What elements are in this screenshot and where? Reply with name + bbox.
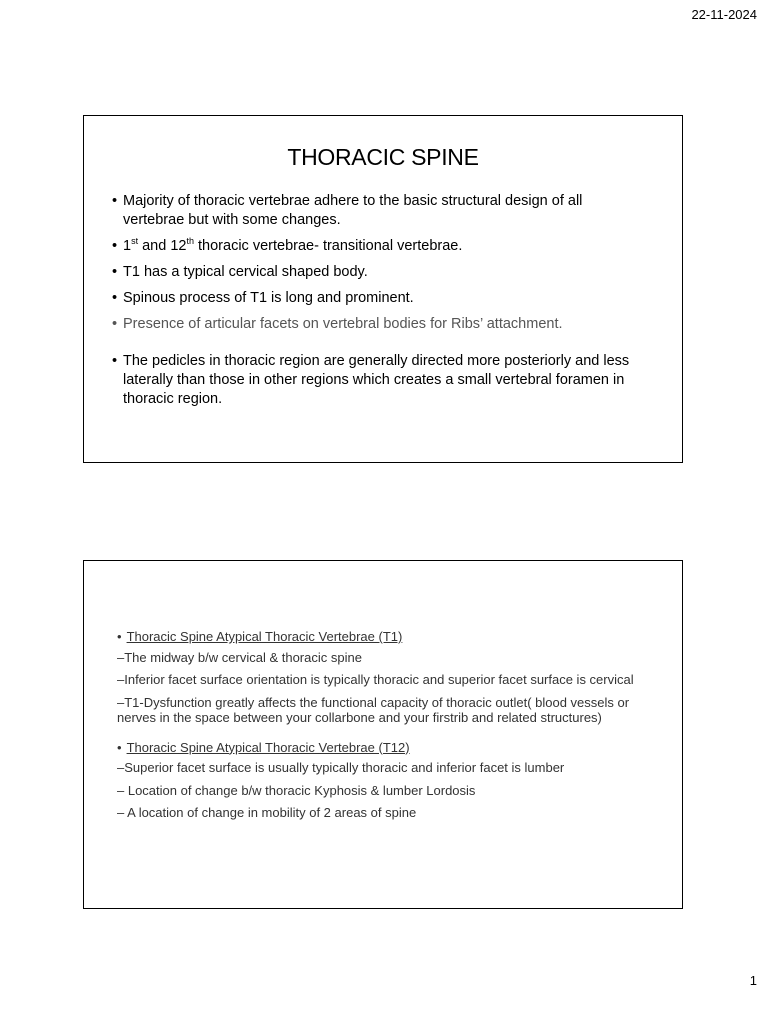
bullet-text: Majority of thoracic vertebrae adhere to the basic structural design of all vertebrae but with some changes. xyxy=(123,193,583,228)
section-heading xyxy=(117,629,669,645)
date-label: 22-11-2024 xyxy=(691,7,757,22)
section-heading-text: Thoracic Spine Atypical Thoracic Vertebrae (T1) xyxy=(126,629,403,644)
slide-thoracic-spine xyxy=(83,115,683,463)
bullet-dot: • xyxy=(117,739,122,755)
section-item: –The midway b/w cervical & thoracic spine xyxy=(117,649,362,665)
bullet-text: thoracic vertebrae- transitional vertebrae. xyxy=(194,238,463,254)
bullet-dot: • xyxy=(117,629,122,644)
bullet-item xyxy=(112,352,642,409)
bullet-item xyxy=(112,263,642,282)
bullet-text: Presence of articular facets on vertebral bodies for Ribs’ attachment. xyxy=(123,316,563,332)
section-item: –T1-Dysfunction greatly affects the functional capacity of thoracic outlet( blood vessels or nerves in the space between your collarbone and your firstrib and related structures) xyxy=(117,694,630,725)
bullet-item xyxy=(112,237,642,256)
section-item: – A location of change in mobility of 2 areas of spine xyxy=(117,805,417,820)
bullet-list xyxy=(112,192,642,416)
slide-atypical-vertebrae xyxy=(83,560,683,909)
slide-content xyxy=(117,629,669,828)
superscript: th xyxy=(186,236,194,247)
bullet-text: 1 xyxy=(123,238,132,254)
section-heading-text: Thoracic Spine Atypical Thoracic Vertebrae (T12) xyxy=(126,739,410,755)
bullet-item xyxy=(112,289,642,308)
section-item: –Superior facet surface is usually typically thoracic and inferior facet is lumber xyxy=(117,760,565,775)
bullet-text: T1 has a typical cervical shaped body. xyxy=(123,264,368,280)
bullet-text: Spinous process of T1 is long and prominent. xyxy=(123,290,414,306)
page-number: 1 xyxy=(749,973,757,988)
section-heading xyxy=(117,740,669,756)
bullet-item xyxy=(112,192,642,230)
slide-title: THORACIC SPINE xyxy=(287,144,479,170)
bullet-text: and 12 xyxy=(138,238,187,254)
bullet-text: The pedicles in thoracic region are generally directed more posteriorly and less laterally than those in other regions which creates a small vertebral foramen in thoracic region. xyxy=(123,353,630,407)
superscript: st xyxy=(131,236,139,247)
bullet-item xyxy=(112,315,642,334)
section-item: – Location of change b/w thoracic Kyphosis & lumber Lordosis xyxy=(117,782,476,798)
section-item: –Inferior facet surface orientation is typically thoracic and superior facet surface is cervical xyxy=(117,672,634,687)
